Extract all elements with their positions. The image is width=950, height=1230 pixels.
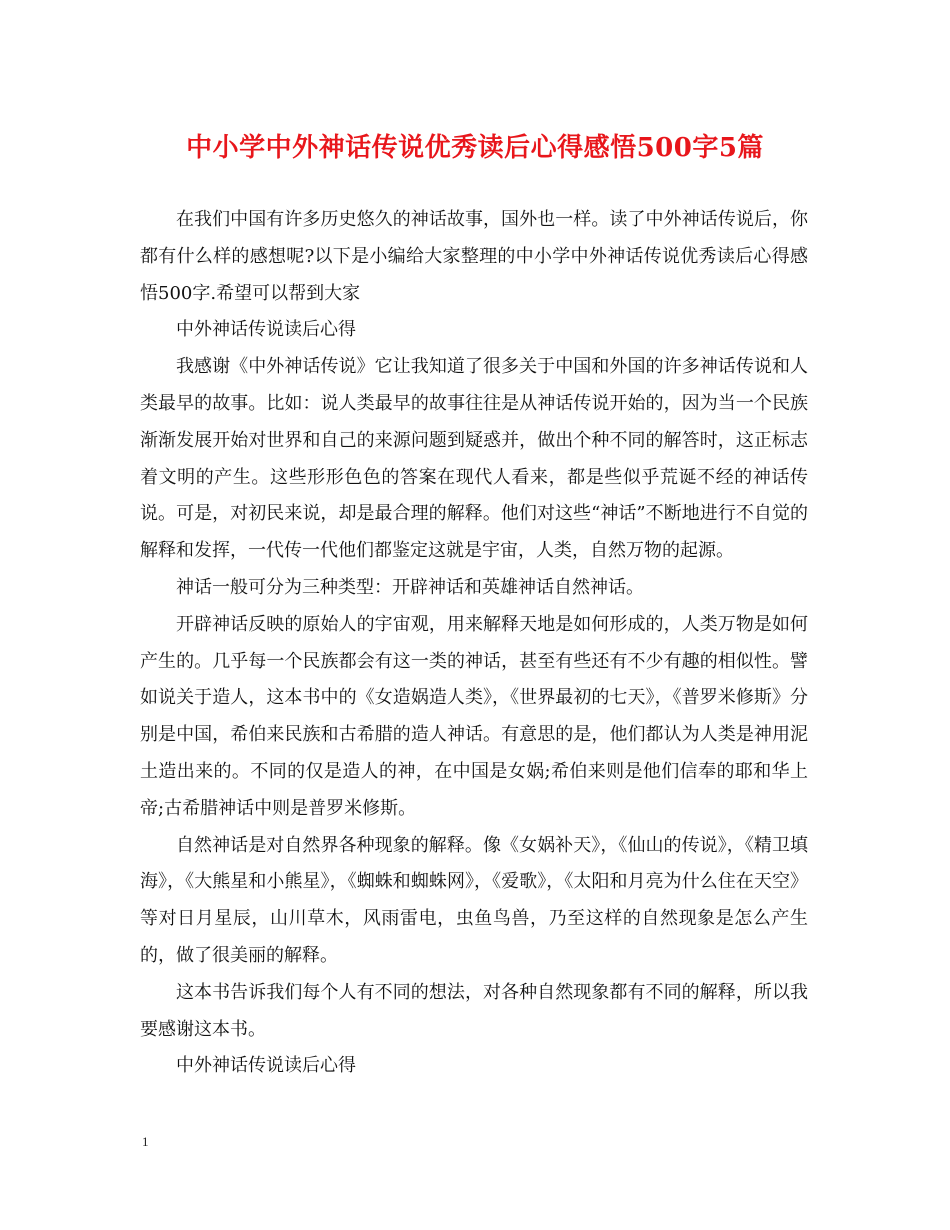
body-paragraph: 我感谢《中外神话传说》它让我知道了很多关于中国和外国的许多神话传说和人类最早的故事。比如：说人类最早的故事往往是从神话传说开始的，因为当一个民族渐渐发展开始对世界和自己的来源问题到疑惑并，做出个种不同的解答时，这正标志着文明的产生。这些形形色色的答案在现代人看来，都是些似乎荒诞不经的神话传说。可是，对初民来说，却是最合理的解释。他们对这些“神话”不断地进行不自觉的解释和发挥，一代传一代他们都鉴定这就是宇宙，人类，自然万物的起源。 bbox=[140, 356, 808, 562]
body-paragraph: 开辟神话反映的原始人的宇宙观，用来解释天地是如何形成的，人类万物是如何产生的。几乎每一个民族都会有这一类的神话，甚至有些还有不少有趣的相似性。譬如说关于造人，这本书中的《女造娲造人类》，《世界最初的七天》，《普罗米修斯》分别是中国，希伯来民族和古希腊的造人神话。有意思的是，他们都认为人类是神用泥土造出来的。不同的仅是造人的神，在中国是女娲;希伯来则是他们信奉的耶和华上帝;古希腊神话中则是普罗米修斯。 bbox=[140, 613, 808, 819]
page-number: 1 bbox=[142, 1134, 149, 1149]
body-paragraph: 神话一般可分为三种类型：开辟神话和英雄神话自然神话。 bbox=[176, 576, 644, 598]
section-heading: 中外神话传说读后心得 bbox=[176, 319, 356, 341]
body-paragraph: 这本书告诉我们每个人有不同的想法，对各种自然现象都有不同的解释，所以我要感谢这本书。 bbox=[140, 981, 808, 1040]
intro-paragraph: 在我们中国有许多历史悠久的神话故事，国外也一样。读了中外神话传说后，你都有什么样的感想呢?以下是小编给大家整理的中小学中外神话传说优秀读后心得感悟500字.希望可以帮到大家 bbox=[140, 209, 808, 304]
section-heading: 中外神话传说读后心得 bbox=[176, 1055, 356, 1077]
body-paragraph: 自然神话是对自然界各种现象的解释。像《女娲补天》，《仙山的传说》，《精卫填海》，《大熊星和小熊星》，《蜘蛛和蜘蛛网》，《爱歌》，《太阳和月亮为什么住在天空》等对日月星辰，山川草木，风雨雷电，虫鱼鸟兽，乃至这样的自然现象是怎么产生的，做了很美丽的解释。 bbox=[140, 834, 808, 966]
document-title: 中小学中外神话传说优秀读后心得感悟500字5篇 bbox=[186, 133, 764, 163]
document-body bbox=[140, 202, 808, 1085]
